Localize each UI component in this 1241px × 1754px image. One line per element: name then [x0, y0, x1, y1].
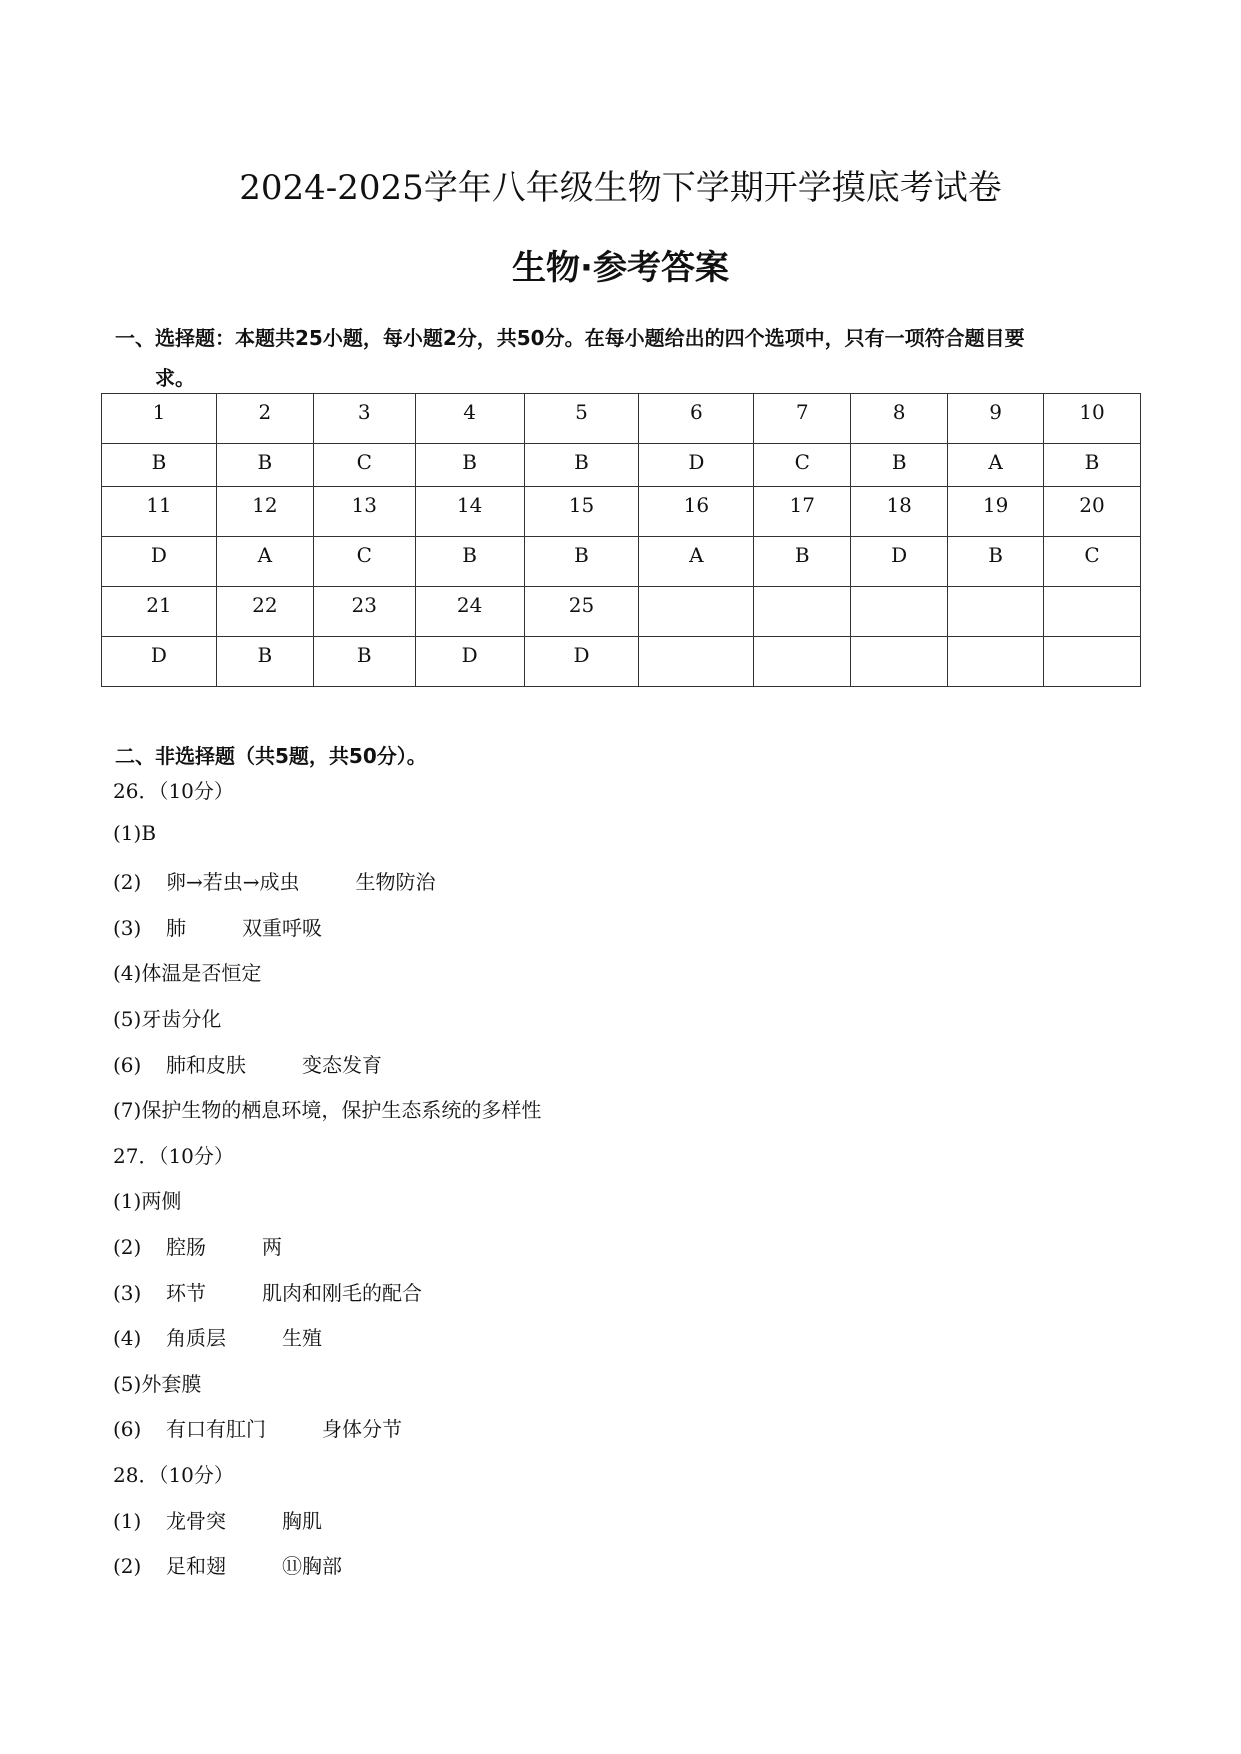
- table-cell: A: [639, 537, 754, 587]
- section-one-line1: 一、选择题：本题共25小题，每小题2分，共50分。在每小题给出的四个选项中，只有一项符合题目要: [115, 326, 1025, 350]
- table-cell: C: [313, 537, 415, 587]
- table-cell: D: [851, 537, 948, 587]
- table-cell: B: [524, 537, 639, 587]
- answer-part-a: 腔肠: [166, 1235, 206, 1259]
- answer-line: [113, 957, 261, 986]
- table-cell: D: [524, 637, 639, 687]
- table-cell: B: [415, 444, 524, 487]
- page-subtitle: 生物·参考答案: [512, 248, 729, 288]
- answer-part-a: 肺: [166, 915, 186, 940]
- table-cell: [1044, 587, 1141, 637]
- table-cell: A: [948, 444, 1044, 487]
- table-cell: 16: [639, 487, 754, 537]
- answer-number: (6): [113, 1052, 142, 1077]
- section-one-heading: [115, 318, 1135, 398]
- answer-line: [113, 1094, 541, 1123]
- table-cell: 3: [313, 394, 415, 444]
- answer-number: (2): [113, 1554, 142, 1579]
- table-cell: 13: [313, 487, 415, 537]
- answer-line: [113, 1413, 402, 1442]
- answer-number: (6): [113, 1417, 142, 1442]
- answer-number: (7)保护生物的栖息环境，保护生态系统的多样性: [113, 1098, 542, 1123]
- answer-part-a: 卵→若虫→成虫: [166, 870, 300, 895]
- table-cell: [948, 637, 1044, 687]
- table-cell: 4: [415, 394, 524, 444]
- answer-number: (3): [113, 915, 142, 940]
- answer-line: [113, 1277, 422, 1306]
- answer-table: [101, 393, 1141, 687]
- answer-part-b: 肌肉和刚毛的配合: [262, 1280, 422, 1305]
- answer-part-b: 双重呼吸: [242, 915, 322, 940]
- answer-part-a: 角质层: [166, 1326, 226, 1351]
- answer-line: [113, 1049, 382, 1078]
- table-cell: 7: [754, 394, 851, 444]
- answer-line: [113, 821, 156, 845]
- table-cell: 12: [216, 487, 313, 537]
- answer-line: [113, 1368, 201, 1397]
- table-cell: 9: [948, 394, 1044, 444]
- table-cell: [851, 637, 948, 687]
- table-cell: B: [313, 637, 415, 687]
- table-cell: 23: [313, 587, 415, 637]
- answer-part-b: 身体分节: [322, 1417, 402, 1442]
- answer-part-b: 两: [262, 1235, 282, 1259]
- table-cell: 5: [524, 394, 639, 444]
- table-row: [102, 394, 1141, 444]
- table-cell: 15: [524, 487, 639, 537]
- table-cell: 21: [102, 587, 217, 637]
- table-cell: D: [102, 537, 217, 587]
- table-cell: B: [102, 444, 217, 487]
- table-row: [102, 444, 1141, 487]
- answer-part-b: 生物防治: [355, 870, 436, 895]
- answer-number: 28．（10分）: [113, 1463, 234, 1487]
- table-cell: [639, 637, 754, 687]
- table-cell: 11: [102, 487, 217, 537]
- table-cell: A: [216, 537, 313, 587]
- table-cell: 14: [415, 487, 524, 537]
- table-cell: [1044, 637, 1141, 687]
- answer-part-a: 环节: [166, 1280, 206, 1305]
- answer-number: (5)牙齿分化: [113, 1007, 222, 1031]
- answer-part-a: 龙骨突: [166, 1508, 226, 1533]
- table-row: [102, 637, 1141, 687]
- table-cell: B: [524, 444, 639, 487]
- answer-line: [113, 1231, 282, 1260]
- table-cell: 25: [524, 587, 639, 637]
- table-cell: C: [1044, 537, 1141, 587]
- answer-part-a: 有口有肛门: [166, 1417, 266, 1442]
- answer-line: [113, 1322, 322, 1351]
- answer-part-b: 胸肌: [282, 1508, 322, 1533]
- answer-number: (1): [113, 1508, 142, 1533]
- answer-number: (2): [113, 870, 142, 895]
- answer-number: (4)体温是否恒定: [113, 961, 262, 986]
- table-cell: 19: [948, 487, 1044, 537]
- answer-line: [113, 866, 436, 895]
- table-cell: B: [216, 444, 313, 487]
- table-cell: 2: [216, 394, 313, 444]
- answer-number: (1)两侧: [113, 1189, 182, 1214]
- table-cell: B: [851, 444, 948, 487]
- table-cell: 6: [639, 394, 754, 444]
- table-cell: D: [102, 637, 217, 687]
- answer-number: (2): [113, 1235, 142, 1259]
- table-cell: B: [216, 637, 313, 687]
- answer-line: [113, 1505, 322, 1534]
- answer-part-a: 足和翅: [166, 1554, 226, 1579]
- table-row: [102, 487, 1141, 537]
- table-cell: [754, 637, 851, 687]
- table-cell: D: [415, 637, 524, 687]
- answer-line: [113, 1003, 221, 1032]
- answer-line: [113, 1185, 181, 1214]
- answer-line: [113, 1140, 234, 1169]
- table-cell: 18: [851, 487, 948, 537]
- answer-line: [113, 775, 234, 804]
- table-cell: 24: [415, 587, 524, 637]
- section-two-heading: 二、非选择题（共5题，共50分）。: [115, 744, 427, 768]
- answer-number: (4): [113, 1326, 142, 1351]
- answer-number: 26．（10分）: [113, 779, 234, 803]
- table-cell: C: [754, 444, 851, 487]
- table-cell: B: [948, 537, 1044, 587]
- table-row: [102, 587, 1141, 637]
- table-cell: C: [313, 444, 415, 487]
- answer-part-b: 变态发育: [302, 1052, 382, 1077]
- table-cell: [948, 587, 1044, 637]
- answer-number: 27．（10分）: [113, 1143, 234, 1168]
- table-cell: B: [754, 537, 851, 587]
- table-cell: [639, 587, 754, 637]
- page-title: 2024-2025学年八年级生物下学期开学摸底考试卷: [239, 168, 1002, 208]
- table-cell: 1: [102, 394, 217, 444]
- table-cell: 8: [851, 394, 948, 444]
- answer-part-a: 肺和皮肤: [166, 1052, 246, 1077]
- answer-number: (3): [113, 1280, 142, 1305]
- answer-number: (5)外套膜: [113, 1371, 202, 1396]
- answer-part-b: ⑪胸部: [282, 1554, 342, 1579]
- answer-part-b: 生殖: [282, 1326, 322, 1351]
- table-cell: D: [639, 444, 754, 487]
- table-cell: B: [1044, 444, 1141, 487]
- table-cell: 20: [1044, 487, 1141, 537]
- table-cell: [851, 587, 948, 637]
- table-cell: B: [415, 537, 524, 587]
- table-row: [102, 537, 1141, 587]
- answer-line: [113, 912, 322, 941]
- answer-line: [113, 1550, 342, 1579]
- table-cell: [754, 587, 851, 637]
- section-one-line2: 求。: [155, 366, 195, 390]
- answer-number: (1)B: [113, 820, 157, 845]
- answer-line: [113, 1459, 234, 1488]
- table-cell: 22: [216, 587, 313, 637]
- table-cell: 10: [1044, 394, 1141, 444]
- table-cell: 17: [754, 487, 851, 537]
